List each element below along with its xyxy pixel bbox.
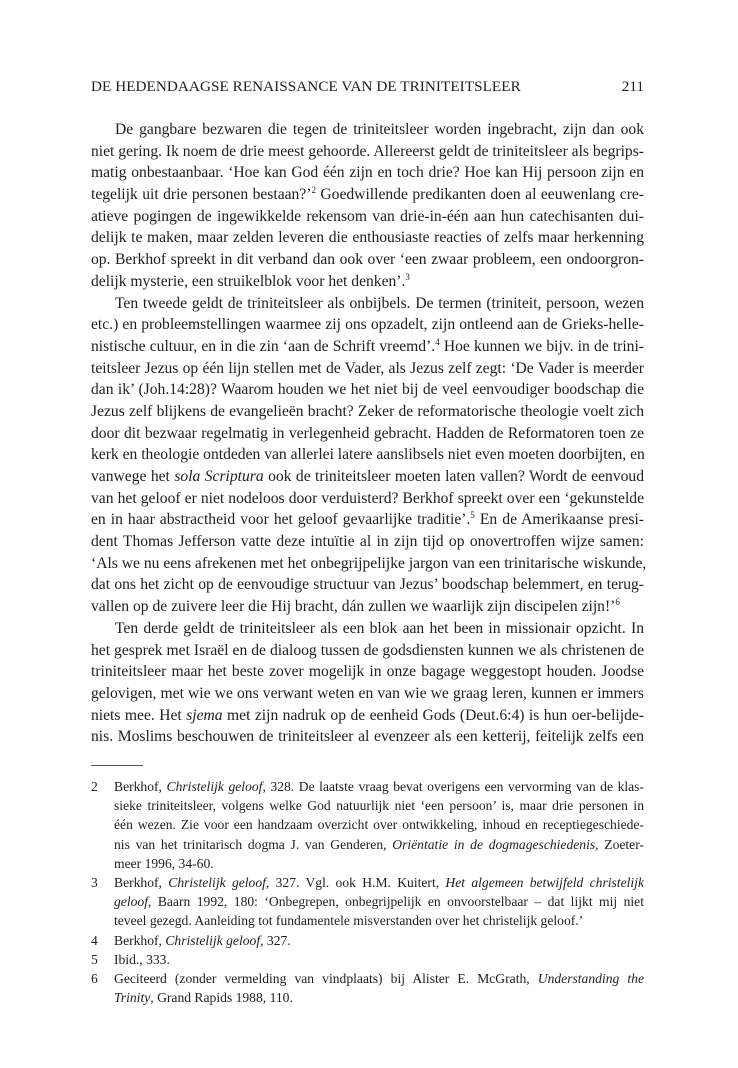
text-run: op. Berkhof spreekt in dit verband dan ook over ‘een zwaar probleem, een ondoorgron- xyxy=(91,251,644,269)
text-run: De gangbare bezwaren die tegen de triniteitsleer worden ingebracht, zijn dan ook xyxy=(115,121,644,138)
text-run: delijk te maken, maar zelden leveren die enthousiaste reacties of zelfs maar herkenning xyxy=(91,229,644,247)
text-run: Jezus zelf blijkens de evangelieën bracht? Zeker de reformatorische theologie voelt zich xyxy=(91,402,644,420)
text-run: dat ons het zicht op de eenvoudige structuur van Jezus’ boodschap belemmert, en terug- xyxy=(91,576,644,594)
text-line xyxy=(91,184,644,206)
text-run: Ten derde geldt de triniteitsleer als een blok aan het been in missionair opzicht. In xyxy=(115,619,644,637)
paragraph xyxy=(91,293,647,618)
text-run: Ibid., 333. xyxy=(114,951,170,967)
body-text xyxy=(91,119,647,748)
page-number: 211 xyxy=(621,78,644,95)
footnote-reference: 5 xyxy=(470,510,475,521)
text-run: teitsleer Jezus op één lijn stellen met de Vader, als Jezus zelf zegt: ‘De Vader is meerder xyxy=(91,359,644,377)
text-run: niets mee. Het xyxy=(91,706,187,724)
text-run: matig onbestaanbaar. ‘Hoe kan God één zijn en toch drie? Hoe kan Hij persoon zijn en xyxy=(91,164,644,182)
text-run: dent Thomas Jefferson vatte deze intuïtie al in zijn tijd op onovertroffen wijze samen: xyxy=(91,533,644,551)
text-run: Berkhof, xyxy=(114,874,169,890)
footnote-separator xyxy=(91,765,143,766)
text-run: delijk mysterie, een struikelblok voor het denken’. xyxy=(91,272,406,290)
footnote-line xyxy=(114,969,644,988)
text-line xyxy=(91,640,644,662)
paragraph xyxy=(91,119,644,293)
text-line xyxy=(91,661,644,683)
footnote-reference: 3 xyxy=(405,271,410,282)
footnote-number: 5 xyxy=(91,951,98,967)
text-run: nistische cultuur, en in die zin ‘aan de Schrift vreemd’. xyxy=(91,337,436,355)
footnote-reference: 2 xyxy=(311,185,316,196)
text-line xyxy=(91,444,644,466)
text-run: , Grand Rapids 1988, 110. xyxy=(150,990,293,1006)
text-run: nis. Moslims beschouwen de triniteitsleer al evenzeer als een ketterij, feitelijk zelfs een xyxy=(91,728,644,746)
text-line xyxy=(91,271,644,293)
italic-text: Trinity xyxy=(114,990,151,1006)
text-run: nis van het trinitarisch dogma J. van Genderen, xyxy=(114,836,393,852)
text-run: ‘Als we nu eens afrekenen met het onbegrijpelijke jargon van een trinitarische wiskunde, xyxy=(91,554,647,572)
text-line xyxy=(91,466,644,488)
text-run: vanwege het xyxy=(91,468,175,485)
text-run: En de Amerikaanse presi- xyxy=(474,511,644,529)
text-line xyxy=(91,401,644,423)
text-line xyxy=(91,379,644,401)
text-line xyxy=(91,249,644,271)
text-run: gelovigen, met wie we ons verwant weten en van wie we graag leren, kunnen er immers xyxy=(91,684,644,702)
footnote-line xyxy=(114,931,644,950)
text-run: Berkhof, xyxy=(114,932,166,948)
text-run: kerk en theologie ontdeden van allerlei latere aanslibsels niet even moeten doorbijten, en xyxy=(91,446,645,464)
italic-text: Christelijk geloof xyxy=(166,779,263,794)
text-run: , 327. Vgl. ook H.M. Kuitert, xyxy=(265,874,446,890)
running-header xyxy=(91,78,644,98)
text-line xyxy=(91,618,644,640)
text-line xyxy=(91,553,647,575)
italic-text: sola Scriptura xyxy=(174,468,264,485)
text-line xyxy=(91,227,644,249)
text-run: vallen op de zuivere leer die Hij bracht, dán zullen we waarlijk zijn discipelen zijn!’ xyxy=(91,598,616,616)
footnote-reference: 4 xyxy=(435,336,440,347)
text-line xyxy=(91,705,644,727)
footnote-reference: 6 xyxy=(615,597,620,608)
text-line xyxy=(91,574,644,596)
italic-text: geloof xyxy=(114,894,148,910)
text-line xyxy=(91,358,644,380)
footnote-number: 2 xyxy=(91,779,98,794)
footnote xyxy=(91,969,644,1007)
text-run: , Zoeter- xyxy=(595,836,644,852)
text-line xyxy=(91,314,644,336)
text-run: Geciteerd (zonder vermelding van vindplaats) bij Alister E. McGrath, xyxy=(114,970,538,986)
footnote-line xyxy=(114,815,644,834)
text-run: sieke triniteitsleer, volgens welke God natuurlijk niet ‘een persoon’ is, maar drie personen in xyxy=(114,798,644,814)
text-run: één wezen. Zie voor een handzaam overzicht over ontwikkeling, inhoud en receptiegeschiede- xyxy=(114,817,644,833)
footnote-line xyxy=(114,950,644,969)
text-run: door dit bezwaar regelmatig in verlegenheid gebracht. Hadden de Reformatoren toen ze xyxy=(91,424,644,442)
footnote-line xyxy=(114,911,644,930)
text-line xyxy=(91,596,644,618)
footnote-number: 4 xyxy=(91,932,98,948)
italic-text: sjema xyxy=(186,706,223,724)
italic-text: Understanding the xyxy=(537,970,644,986)
text-run: meer 1996, 34-60. xyxy=(114,855,214,871)
text-run: tegelijk uit drie personen bestaan?’ xyxy=(91,186,312,204)
footnote-line xyxy=(114,796,644,815)
text-run: teveel gezegd. Aanleiding tot fundamentele misverstanden over het christelijk geloof.’ xyxy=(114,913,584,929)
text-run: Berkhof, xyxy=(114,779,167,794)
footnote-line xyxy=(114,854,644,873)
text-run: etc.) en probleemstellingen waarmee zij ons opzadelt, zijn ontleend aan de Grieks-helle- xyxy=(91,316,644,334)
footnote-line xyxy=(114,988,644,1007)
text-run: triniteitsleer maar het beste zover mogelijk in onze bagage weggestopt houden. Joodse xyxy=(91,663,644,681)
italic-text: Christelijk geloof xyxy=(165,932,261,948)
text-run: , 327. xyxy=(260,932,291,948)
text-run: , Baarn 1992, 180: ‘Onbegrepen, onbegrijpelijk en onvoorstelbaar – dat lijkt mij niet xyxy=(147,894,644,910)
footnote xyxy=(91,873,644,931)
text-line xyxy=(91,726,644,748)
text-line xyxy=(91,488,644,510)
footnote-line xyxy=(114,892,644,911)
footnote xyxy=(91,777,644,873)
text-line xyxy=(91,206,644,228)
footnote-line xyxy=(114,835,644,854)
italic-text: Christelijk geloof xyxy=(168,874,266,890)
text-run: niet gering. Ik noem de drie meest gehoorde. Allereerst geldt de triniteitsleer als begrips- xyxy=(91,142,644,160)
running-title: DE HEDENDAAGSE RENAISSANCE VAN DE TRINITEITSLEER xyxy=(91,78,521,95)
italic-text: Oriëntatie in de dogmageschiedenis xyxy=(392,836,596,852)
text-run: Goedwillende predikanten doen al eeuwenlang cre- xyxy=(315,186,644,204)
footnote-number: 6 xyxy=(91,970,98,986)
text-line xyxy=(91,531,644,553)
text-line xyxy=(91,423,644,445)
text-line xyxy=(91,293,644,315)
text-run: , 328. De laatste vraag bevat overigens een vervorming van de klas- xyxy=(262,779,644,794)
footnote xyxy=(91,931,644,950)
text-run: met zijn nadruk op de eenheid Gods (Deut.6:4) is hun oer-belijde- xyxy=(222,706,644,724)
text-line xyxy=(91,119,644,141)
text-line xyxy=(91,336,644,358)
text-run: het gesprek met Israël en de dialoog tussen de godsdiensten kunnen we als christenen de xyxy=(91,641,644,659)
text-run: Ten tweede geldt de triniteitsleer als onbijbels. De termen (triniteit, persoon, wezen xyxy=(115,294,644,312)
footnotes xyxy=(91,777,644,1007)
text-line xyxy=(91,141,644,163)
text-line xyxy=(91,683,644,705)
text-line xyxy=(91,162,644,184)
italic-text: Het algemeen betwijfeld christelijk xyxy=(445,874,644,890)
text-run: en in haar abstractheid voor het geloof gevaarlijke traditie’. xyxy=(91,511,471,529)
text-run: ook de triniteitsleer moeten laten vallen? Wordt de eenvoud xyxy=(263,468,645,485)
footnote-number: 3 xyxy=(91,874,98,890)
footnote-line xyxy=(114,873,644,892)
text-run: Hoe kunnen we bijv. in de trini- xyxy=(439,337,644,355)
text-run: atieve pogingen de ingewikkelde rekensom van drie-in-één aan hun catechisanten dui- xyxy=(91,207,644,225)
text-run: van het geloof er niet nodeloos door verduisterd? Berkhof spreekt over een ‘gekunstelde xyxy=(91,489,644,507)
text-run: dan ik’ (Joh.14:28)? Waarom houden we het niet bij de veel eenvoudiger boodschap die xyxy=(91,381,644,399)
paragraph xyxy=(91,618,644,748)
text-line xyxy=(91,509,644,531)
footnote-line xyxy=(114,777,644,796)
footnote xyxy=(91,950,644,969)
